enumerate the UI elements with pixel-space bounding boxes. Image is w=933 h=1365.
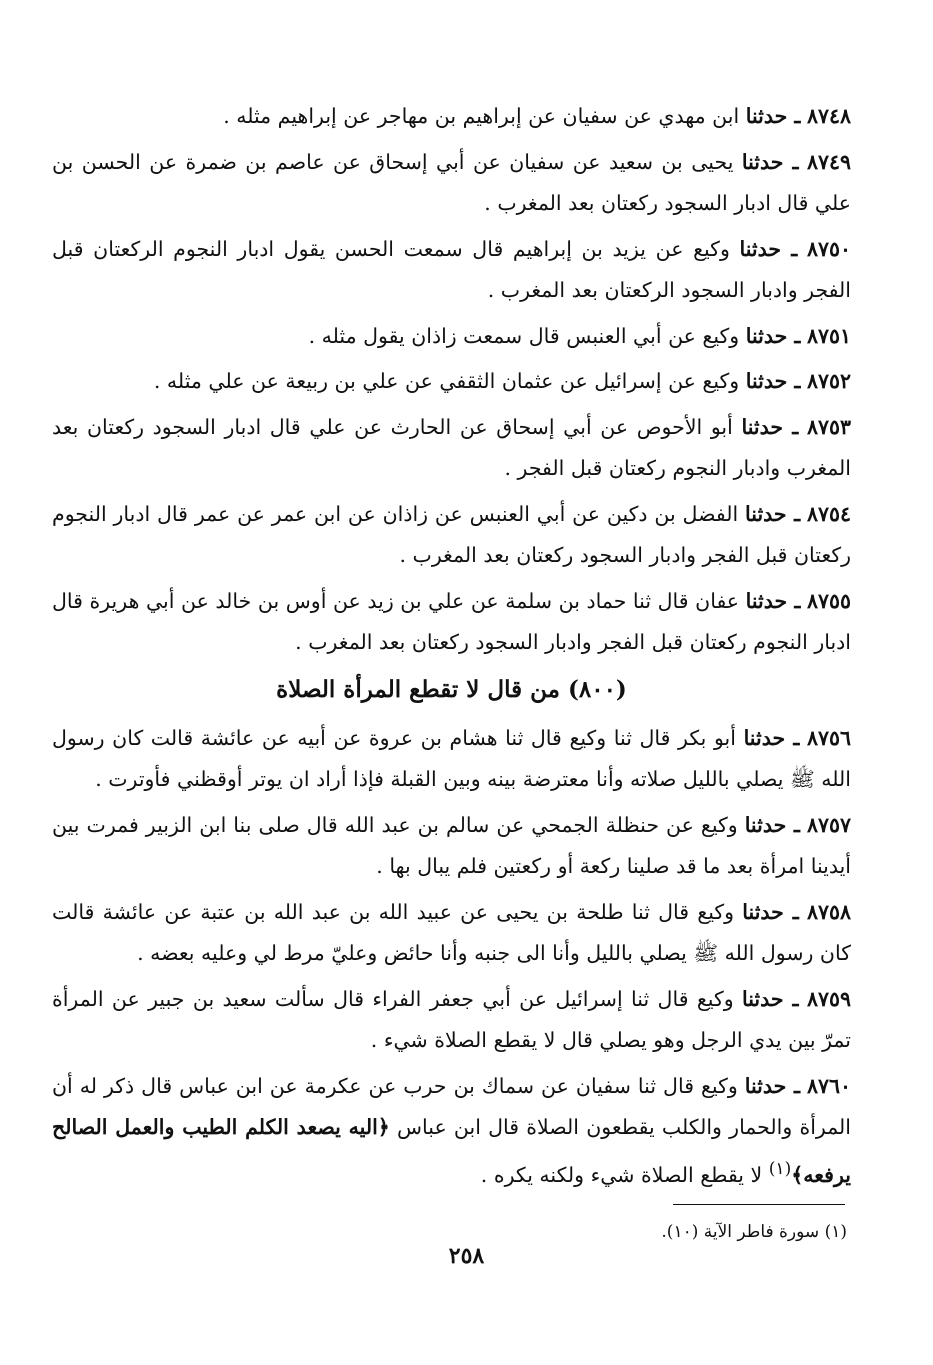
hadith-8749 (52, 142, 851, 225)
hadith-lead: ـ حدثنا (741, 414, 799, 439)
page-number: ٢٥٨ (448, 1243, 485, 1269)
hadith-text: الفضل بن دكين عن أبي العنبس عن زاذان عن ابن عمر عن عمر قال ادبار النجوم ركعتان قبل الفجر وادبار السجود ركعتان بعد المغرب . (52, 501, 851, 567)
hadith-lead: ـ حدثنا (739, 236, 798, 261)
hadith-lead: ـ حدثنا (743, 725, 800, 750)
hadith-8751 (52, 316, 851, 358)
hadith-text: عفان قال ثنا حماد بن سلمة عن علي بن زيد عن أوس بن خالد عن أبي هريرة قال ادبار النجوم ركعتان قبل الفجر وادبار السجود ركعتان بعد المغرب . (52, 588, 851, 654)
hadith-lead: ـ حدثنا (745, 501, 801, 526)
hadith-text-end: لا يقطع الصلاة شيء ولكنه يكره . (480, 1162, 769, 1187)
footnote: (١) سورة فاطر الآية (١٠). (661, 1222, 847, 1242)
hadith-8748 (52, 96, 851, 138)
hadith-lead: ـ حدثنا (744, 1073, 800, 1098)
hadith-8754 (52, 494, 851, 577)
hadith-lead: ـ حدثنا (745, 588, 801, 613)
hadith-text: وكيع عن إسرائيل عن عثمان الثقفي عن علي بن ربيعة عن علي مثله . (153, 369, 746, 393)
hadith-number: ٨٧٥٣ (806, 414, 851, 439)
hadith-text: وكيع قال ثنا إسرائيل عن أبي جعفر الفراء قال سألت سعيد بن جبير عن المرأة تمرّ بين يدي الرجل وهو يصلي قال لا يقطع الصلاة شيء . (52, 986, 851, 1052)
hadith-number: ٨٧٥١ (806, 323, 851, 348)
hadith-number: ٨٧٥٤ (806, 501, 851, 526)
hadith-8758 (52, 892, 851, 975)
hadith-number: ٨٧٥٢ (806, 369, 851, 393)
hadith-number: ٨٧٥٨ (806, 899, 851, 924)
hadith-text: يحيى بن سعيد عن سفيان عن أبي إسحاق عن عاصم بن ضمرة عن الحسن بن علي قال ادبار السجود ركعتان بعد المغرب . (52, 149, 851, 215)
hadith-lead: ـ حدثنا (741, 149, 799, 174)
hadith-lead: ـ حدثنا (745, 323, 801, 348)
hadith-number: ٨٧٤٨ (806, 104, 851, 128)
footnote-ref: (١) (768, 1158, 792, 1179)
hadith-text: ابن مهدي عن سفيان عن إبراهيم بن مهاجر عن إبراهيم مثله . (223, 104, 746, 128)
hadith-lead: ـ حدثنا (745, 369, 801, 393)
hadith-8753 (52, 407, 851, 490)
hadith-8759 (52, 979, 851, 1062)
hadith-text: وكيع عن أبي العنبس قال سمعت زاذان يقول مثله . (308, 323, 746, 348)
hadith-8756 (52, 718, 851, 801)
quran-quote: ﴿اليه يصعد الكلم الطيب والعمل الصالح يرفعه﴾ (52, 1115, 851, 1187)
hadith-8760 (52, 1066, 851, 1196)
hadith-text: أبو بكر قال ثنا وكيع قال ثنا هشام بن عروة عن أبيه عن عائشة قالت كان رسول الله ﷺ يصلي بالليل صلاته وأنا معترضة بينه وبين القبلة فإذا أراد ان يوتر أوقظني فأوترت . (52, 725, 851, 791)
hadith-lead: ـ حدثنا (742, 899, 799, 924)
hadith-number: ٨٧٥٥ (806, 588, 851, 613)
hadith-text: وكيع عن حنظلة الجمحي عن سالم بن عبد الله قال صلى بنا ابن الزبير فمرت بين أيدينا امرأة بعد ما قد صلينا ركعة أو ركعتين فلم يبال بها . (52, 812, 851, 878)
hadith-8755 (52, 581, 851, 664)
hadith-number: ٨٧٥٦ (806, 725, 851, 750)
hadith-text: وكيع قال ثنا سفيان عن سماك بن حرب عن عكرمة عن ابن عباس قال ذكر له أن المرأة والحمار والكلب يقطعون الصلاة قال ابن عباس (52, 1073, 851, 1139)
hadith-number: ٨٧٤٩ (806, 149, 852, 174)
hadith-text: وكيع قال ثنا طلحة بن يحيى عن عبيد الله بن عبد الله بن عتبة عن عائشة قالت كان رسول الله ﷺ يصلي بالليل وأنا الى جنبه وأنا حائض وعليّ مرط لي وعليه بعضه . (52, 899, 851, 965)
hadith-number: ٨٧٦٠ (806, 1073, 851, 1098)
hadith-lead: ـ حدثنا (742, 986, 799, 1011)
hadith-number: ٨٧٥٩ (806, 986, 851, 1011)
hadith-8750 (52, 229, 851, 312)
chapter-heading: (٨٠٠) من قال لا تقطع المرأة الصلاة (276, 675, 627, 703)
hadith-8752 (52, 361, 851, 403)
hadith-text: وكيع عن يزيد بن إبراهيم قال سمعت الحسن يقول ادبار النجوم الركعتان قبل الفجر وادبار السجود الركعتان بعد المغرب . (52, 236, 851, 302)
hadith-lead: ـ حدثنا (745, 104, 801, 128)
hadith-8757 (52, 805, 851, 888)
hadith-number: ٨٧٥٠ (806, 236, 851, 261)
footnote-divider (673, 1204, 845, 1205)
hadith-number: ٨٧٥٧ (806, 812, 851, 837)
hadith-lead: ـ حدثنا (744, 812, 800, 837)
hadith-text: أبو الأحوص عن أبي إسحاق عن الحارث عن علي قال ادبار السجود ركعتان بعد المغرب وادبار النجوم ركعتان قبل الفجر . (52, 414, 851, 480)
